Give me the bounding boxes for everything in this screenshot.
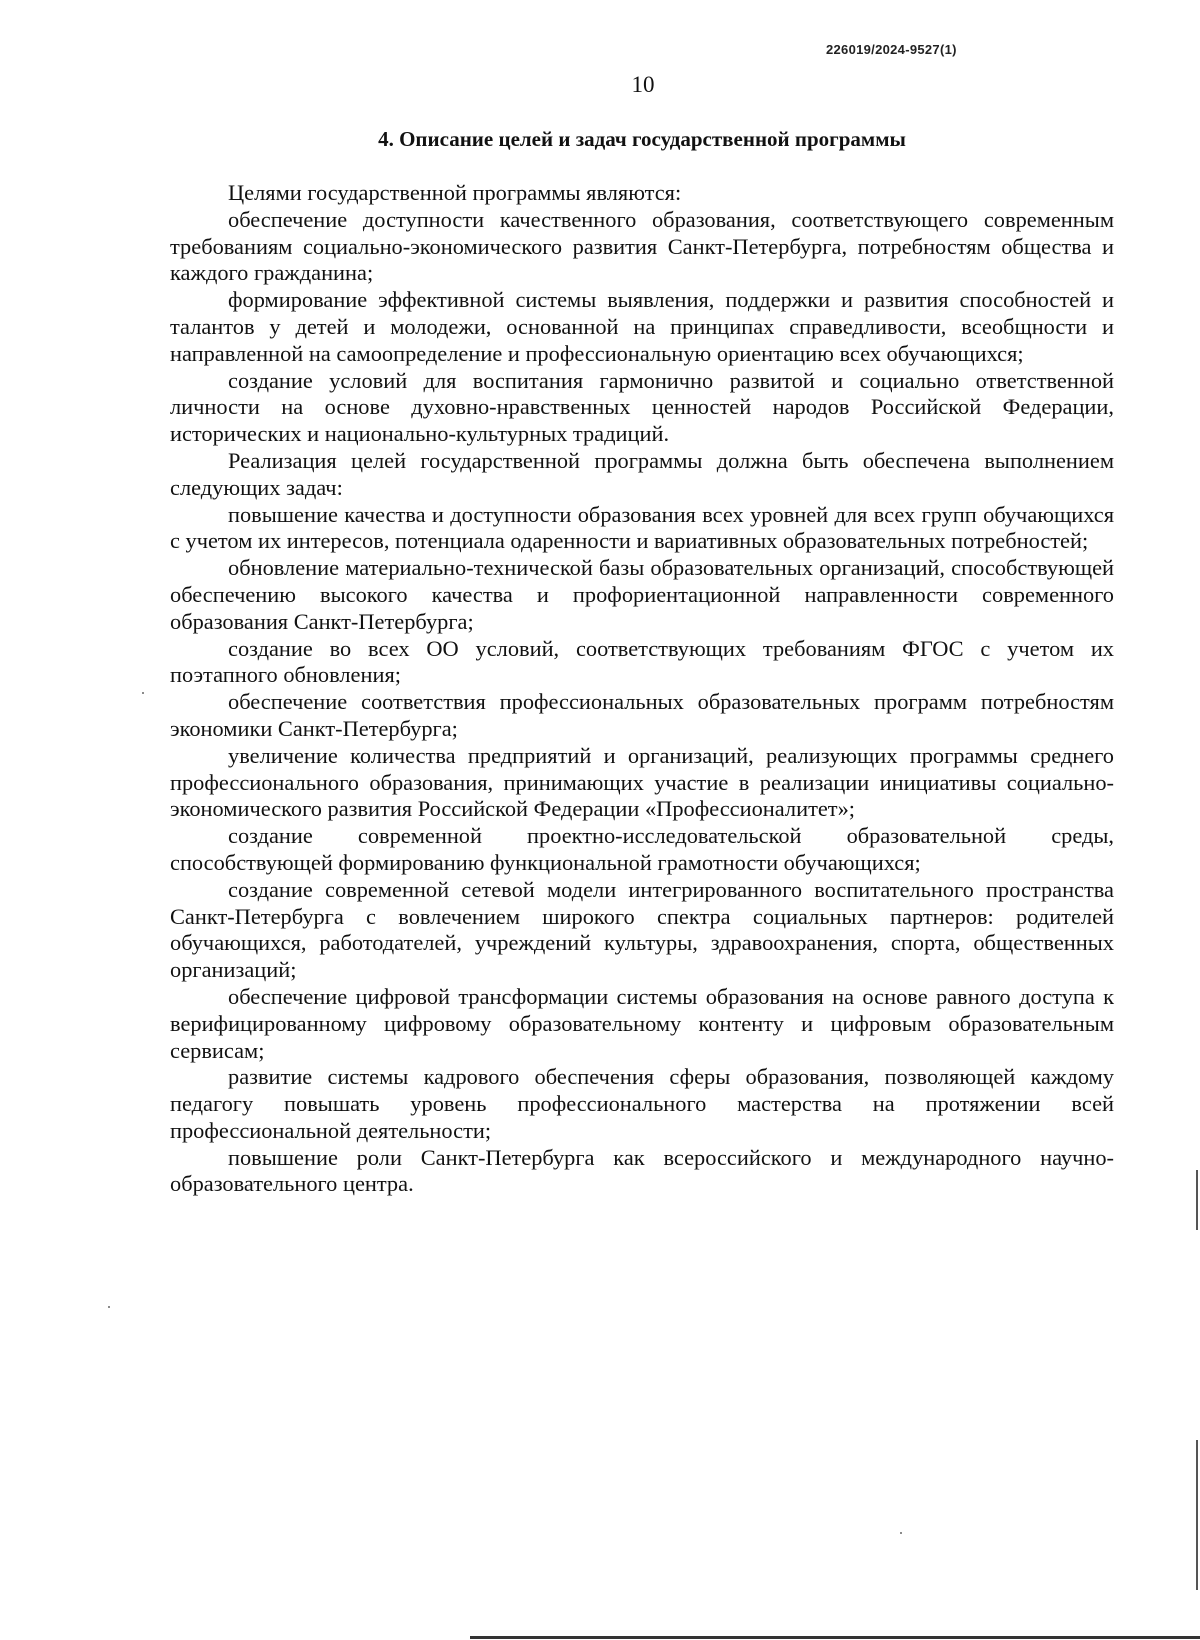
paragraph-goals-intro: Целями государственной программы являются: bbox=[228, 180, 682, 205]
page-number: 10 bbox=[631, 72, 655, 97]
paragraph-task: создание во всех ОО условий, соответствующих требованиям ФГОС с учетом их поэтапного обновления; bbox=[170, 635, 1114, 688]
scan-speck bbox=[142, 692, 144, 694]
scan-edge-mark bbox=[1196, 1170, 1198, 1230]
section-title: 4. Описание целей и задач государственной программы bbox=[378, 127, 906, 151]
scan-edge-mark bbox=[1196, 1440, 1198, 1590]
paragraph-goal: обеспечение доступности качественного образования, соответствующего современным требованиям социально-экономического развития Санкт-Петербурга, потребностям общества и каждого гражданина; bbox=[170, 206, 1114, 286]
paragraph-task: повышение качества и доступности образования всех уровней для всех групп обучающихся с учетом их интересов, потенциала одаренности и вариативных образовательных потребностей; bbox=[170, 501, 1114, 554]
scan-speck bbox=[900, 1532, 902, 1534]
paragraph-task: обеспечение цифровой трансформации системы образования на основе равного доступа к верифицированному цифровому образовательному контенту и цифровым образовательным сервисам; bbox=[170, 983, 1114, 1063]
paragraph-task: создание современной проектно-исследовательской образовательной среды, способствующей формированию функциональной грамотности обучающихся; bbox=[170, 823, 1114, 875]
document-registration-number: 226019/2024-9527(1) bbox=[826, 42, 957, 57]
paragraph-task: обеспечение соответствия профессиональных образовательных программ потребностям экономики Санкт-Петербурга; bbox=[170, 689, 1114, 741]
paragraph-goal: создание условий для воспитания гармонично развитой и социально ответственной личности на основе духовно-нравственных ценностей народов Российской Федерации, исторических и национально-культурных традиций. bbox=[170, 367, 1114, 447]
paragraph-task: повышение роли Санкт-Петербурга как всероссийского и международного научно-образовательного центра. bbox=[170, 1144, 1114, 1197]
paragraph-task: развитие системы кадрового обеспечения сферы образования, позволяющей каждому педагогу повышать уровень профессионального мастерства на протяжении всей профессиональной деятельности; bbox=[170, 1064, 1114, 1143]
scan-speck bbox=[108, 1306, 110, 1308]
paragraph-task: создание современной сетевой модели интегрированного воспитательного пространства Санкт-Петербурга с вовлечением широкого спектра социальных партнеров: родителей обучающихся, работодателей, учреждений культуры, здравоохранения, спорта, общественных организаций; bbox=[170, 876, 1114, 983]
paragraph-goal: формирование эффективной системы выявления, поддержки и развития способностей и талантов у детей и молодежи, основанной на принципах справедливости, всеобщности и направленной на самоопределение и профессиональную ориентацию всех обучающихся; bbox=[170, 287, 1114, 366]
paragraph-task: обновление материально-технической базы образовательных организаций, способствующей обеспечению высокого качества и профориентационной направленности современного образования Санкт-Петербурга; bbox=[170, 555, 1114, 634]
scan-bottom-edge bbox=[470, 1636, 1200, 1639]
paragraph-tasks-intro: Реализация целей государственной программы должна быть обеспечена выполнением следующих задач: bbox=[170, 447, 1114, 500]
paragraph-task: увеличение количества предприятий и организаций, реализующих программы среднего профессионального образования, принимающих участие в реализации инициативы социально-экономического развития Российской Федерации «Профессионалитет»; bbox=[170, 742, 1114, 822]
document-body bbox=[170, 180, 1114, 1198]
